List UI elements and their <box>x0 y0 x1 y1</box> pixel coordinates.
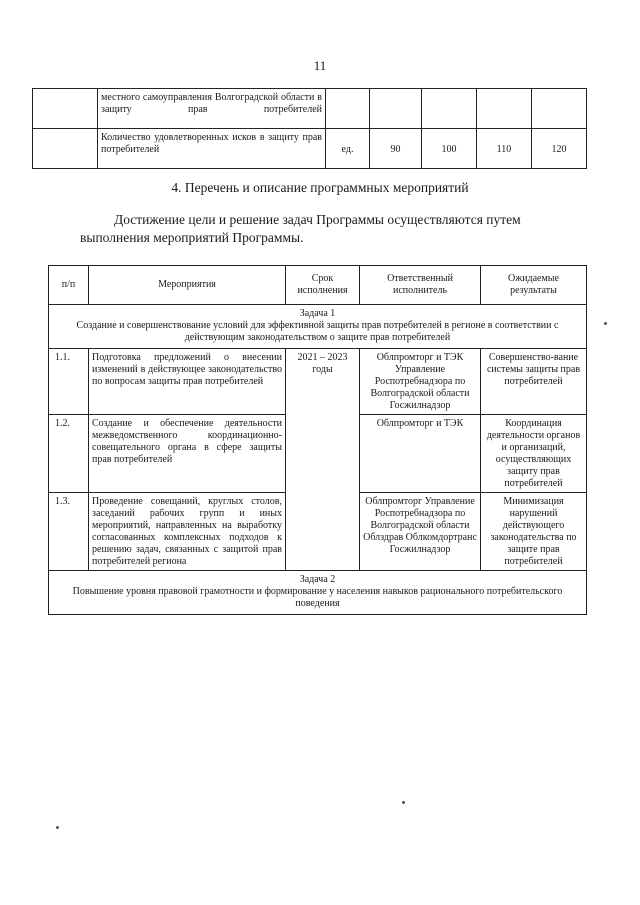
row-activity: Подготовка предложений о внесении изменений в действующее законодательство по вопросам защиты прав потребителей <box>89 349 286 415</box>
task-2-text: Повышение уровня правовой грамотности и формирование у населения навыков рационального потребительского поведения <box>72 586 563 609</box>
indicator-text: Количество удовлетворенных исков в защиту прав потребителей <box>98 129 326 169</box>
task-1-text: Создание и совершенствование условий для эффективной защиты прав потребителей в регионе в соответствии с действующим законодательством о защите прав потребителей <box>76 320 559 343</box>
row-responsible: Облпромторг Управление Роспотребнадзора по Волгоградской области Облздрав Облкомдортранс Госжилнадзор <box>360 493 481 571</box>
table-row <box>33 89 587 129</box>
table-row <box>49 349 587 415</box>
header-responsible: Ответственный исполнитель <box>360 266 481 305</box>
scan-speck <box>402 801 405 804</box>
row-term: 2021 – 2023 годы <box>286 349 360 571</box>
row-results: Координация деятельности органов и организаций, осуществляющих защиту прав потребителей <box>481 415 587 493</box>
page-number: 11 <box>313 58 327 73</box>
row-activity: Проведение совещаний, круглых столов, заседаний рабочих групп и иных мероприятий, направленных на выработку согласованных комплексных подходов к решению задач, связанных с защитой прав потребителей региона <box>89 493 286 571</box>
intro-paragraph <box>80 211 580 247</box>
row-responsible: Облпромторг и ТЭК <box>360 415 481 493</box>
row-results: Минимизация нарушений действующего законодательства по защите прав потребителей <box>481 493 587 571</box>
task-2-title: Задача 2 <box>299 574 336 585</box>
intro-line-1: Достижение цели и решение задач Программы осуществляются путем <box>114 212 521 227</box>
table-row <box>33 129 587 169</box>
indicator-value-2020: 90 <box>370 129 422 169</box>
indicator-value-2022: 110 <box>477 129 532 169</box>
indicator-unit <box>326 89 370 129</box>
indicator-text: местного самоуправления Волгоградской области в защиту прав потребителей <box>98 89 326 129</box>
table-header-row <box>49 266 587 305</box>
scan-speck <box>56 826 59 829</box>
scan-speck <box>604 322 607 325</box>
indicator-value-2023 <box>532 89 587 129</box>
row-activity: Создание и обеспечение деятельности межведомственного координационно-совещательного органа в сфере защиты прав потребителей <box>89 415 286 493</box>
indicator-value-2021 <box>422 89 477 129</box>
indicators-table-fragment <box>32 88 587 169</box>
header-number: п/п <box>49 266 89 305</box>
intro-line-2: выполнения мероприятий Программы. <box>80 230 304 245</box>
header-results: Ожидаемые результаты <box>481 266 587 305</box>
header-term: Срок исполнения <box>286 266 360 305</box>
header-activity: Мероприятия <box>89 266 286 305</box>
indicator-value-2021: 100 <box>422 129 477 169</box>
task-2-cell <box>49 571 587 615</box>
indicator-unit: ед. <box>326 129 370 169</box>
section-heading: 4. Перечень и описание программных мероприятий <box>171 180 469 195</box>
task-row <box>49 571 587 615</box>
task-1-cell <box>49 305 587 349</box>
indicator-number-cell <box>33 129 98 169</box>
task-row <box>49 305 587 349</box>
indicator-number-cell <box>33 89 98 129</box>
indicator-value-2023: 120 <box>532 129 587 169</box>
row-number: 1.3. <box>49 493 89 571</box>
indicator-value-2022 <box>477 89 532 129</box>
row-responsible: Облпромторг и ТЭК Управление Роспотребнадзора по Волгоградской области Госжилнадзор <box>360 349 481 415</box>
row-results: Совершенство-вание системы защиты прав потребителей <box>481 349 587 415</box>
task-1-title: Задача 1 <box>299 308 336 319</box>
row-number: 1.2. <box>49 415 89 493</box>
indicator-value-2020 <box>370 89 422 129</box>
row-number: 1.1. <box>49 349 89 415</box>
program-activities-table <box>48 265 587 615</box>
